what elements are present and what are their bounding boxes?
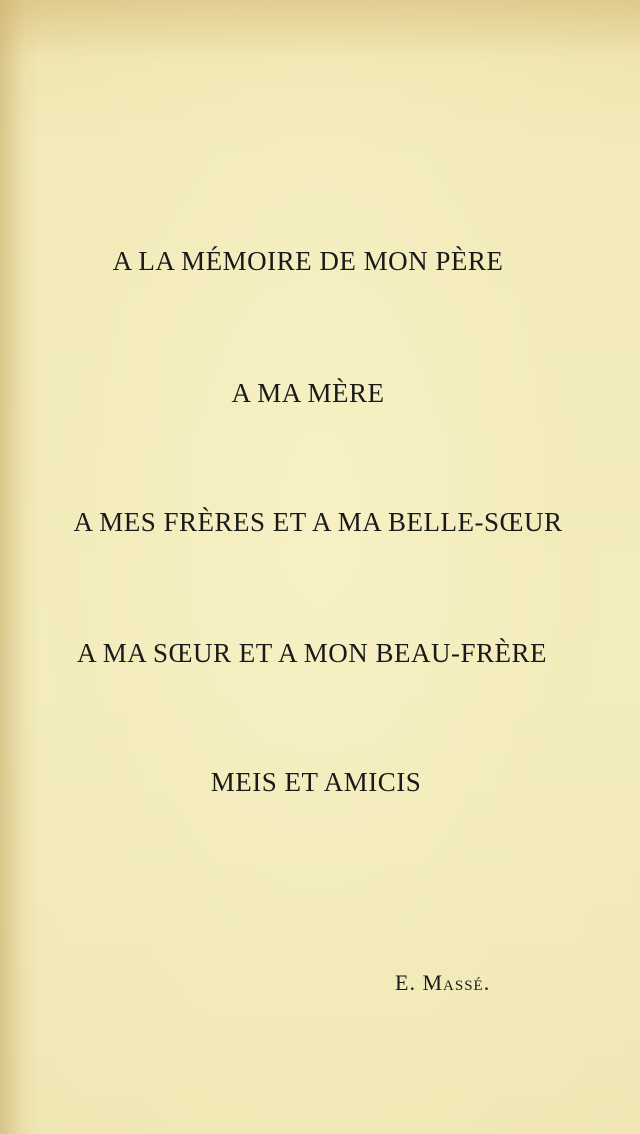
dedication-line-friends: MEIS ET AMICIS [210,767,422,797]
author-signature [395,970,490,996]
dedication-line-father: A LA MÉMOIRE DE MON PÈRE [112,246,504,276]
signature-name: Massé. [422,970,491,995]
dedication-line-sister: A MA SŒUR ET A MON BEAU-FRÈRE [76,638,548,668]
dedication-line-brothers: A MES FRÈRES ET A MA BELLE-SŒUR [73,507,563,537]
signature-initial: E. [395,970,416,995]
dedication-line-mother: A MA MÈRE [231,378,385,408]
